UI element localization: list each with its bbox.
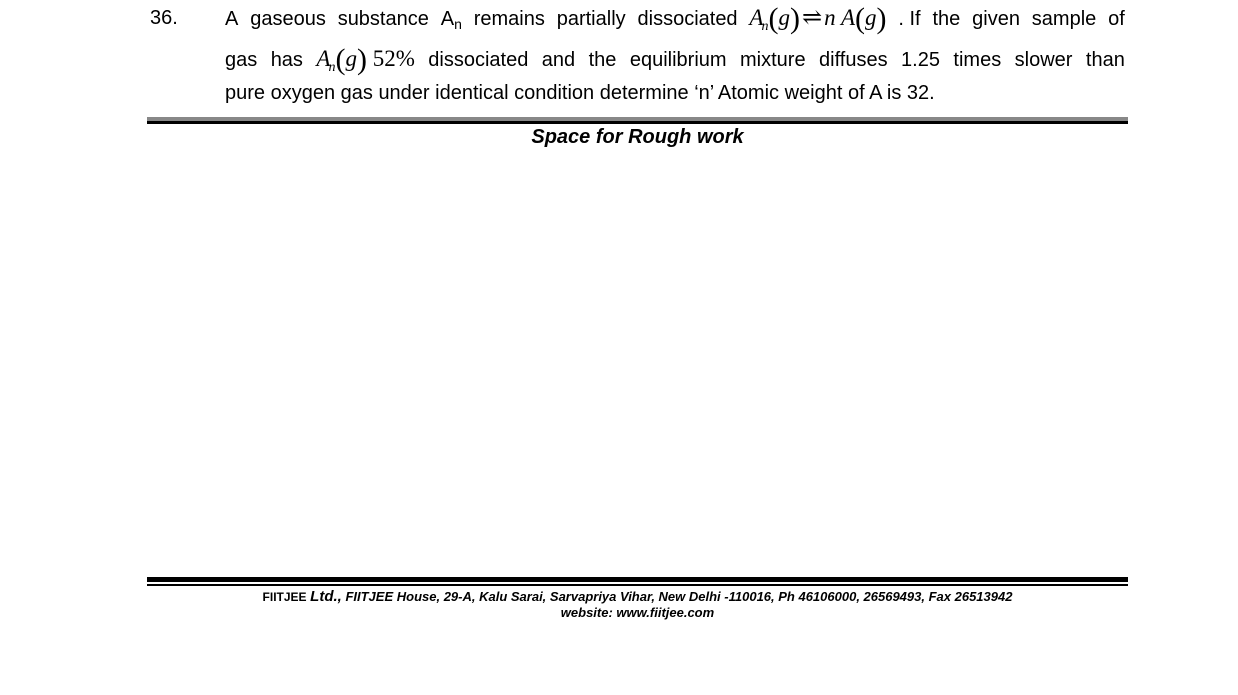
word: equilibrium bbox=[629, 49, 727, 71]
word: dissociated bbox=[637, 8, 738, 30]
footer-website: website: www.fiitjee.com bbox=[560, 605, 715, 620]
section-divider bbox=[147, 117, 1128, 124]
word: diffuses bbox=[819, 49, 888, 71]
page-footer bbox=[147, 589, 1128, 620]
footer-divider-thick bbox=[147, 577, 1128, 582]
word: of bbox=[1108, 8, 1125, 30]
word: gaseous bbox=[250, 8, 326, 30]
word: sample bbox=[1031, 8, 1097, 30]
footer-brand: FIITJEE bbox=[262, 590, 307, 604]
word: and bbox=[541, 49, 576, 71]
dissociation-expression: $A_n(g)$ 52% bbox=[316, 43, 415, 76]
footer-divider bbox=[147, 577, 1128, 586]
word: A bbox=[225, 8, 239, 30]
word: mixture bbox=[740, 49, 806, 71]
word: 1.25 bbox=[901, 49, 940, 71]
substance-symbol: $A_n$ bbox=[440, 8, 462, 32]
word: has bbox=[270, 49, 303, 71]
question-line-3: pure oxygen gas under identical condition determine ‘n’ Atomic weight of A is 32. bbox=[225, 82, 935, 104]
word: substance bbox=[337, 8, 429, 30]
footer-divider-thin bbox=[147, 584, 1128, 586]
rough-work-title: Space for Rough work bbox=[531, 126, 744, 148]
word: than bbox=[1085, 49, 1125, 71]
footer-ltd: Ltd., bbox=[310, 588, 342, 605]
word: gas bbox=[225, 49, 258, 71]
footer-address: FIITJEE House, 29-A, Kalu Sarai, Sarvapriya Vihar, New Delhi -110016, Ph 46106000, 26569493, Fax 26513942 bbox=[345, 589, 1013, 604]
word: times bbox=[953, 49, 1002, 71]
word: slower bbox=[1014, 49, 1073, 71]
word: partially bbox=[556, 8, 626, 30]
word: given bbox=[972, 8, 1020, 30]
word: . If bbox=[898, 8, 921, 30]
footer-address-line bbox=[147, 589, 1128, 605]
equilibrium-arrow-icon: ⇌ bbox=[801, 5, 823, 31]
question-number: 36. bbox=[150, 7, 178, 29]
dissociation-equation: $A_n(g)\rightleftharpoons n$ A(g) bbox=[749, 2, 887, 35]
word: the bbox=[588, 49, 617, 71]
word: the bbox=[932, 8, 961, 30]
word: dissociated bbox=[428, 49, 529, 71]
word: remains bbox=[473, 8, 545, 30]
question-line-2 bbox=[225, 43, 1125, 78]
question-line-1 bbox=[225, 2, 1125, 37]
